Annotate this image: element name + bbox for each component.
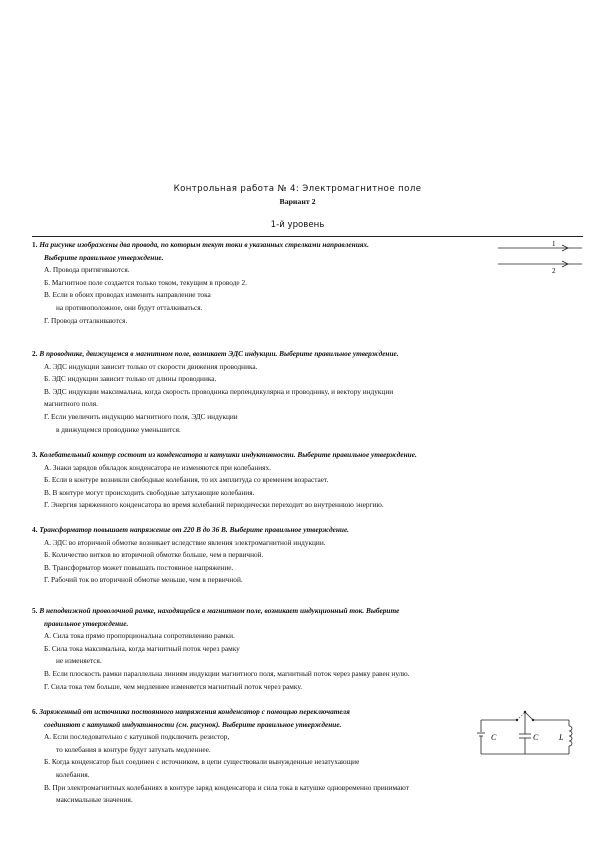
level-heading: 1-й уровень: [270, 220, 325, 230]
question-stem: В неподвижной проволочной рамке, находящейся в магнитном поле, возникает индукционный ток. Выберите: [39, 606, 400, 615]
variant-label: Вариант 2: [279, 197, 316, 206]
question-number: 3.: [32, 450, 38, 459]
question-number: 5.: [32, 606, 38, 615]
capacitor-label: C: [533, 733, 539, 742]
option-b-cont: не изменяется.: [56, 656, 102, 666]
question-stem-cont: правильное утверждение.: [44, 618, 129, 628]
question-stem: В проводнике, движущемся в магнитном поле, возникает ЭДС индукции. Выберите правильное утверждение.: [39, 349, 399, 358]
option-c: В. Если плоскость рамки параллельна линиям индукции магнитного поля, магнитный поток через рамку равен нулю.: [44, 668, 410, 678]
option-a: А. ЭДС индукции зависит только от скорости движения проводника.: [44, 361, 258, 371]
option-c: В. При электромагнитных колебаниях в контуре заряд конденсатора и сила тока в катушке одновременно принимают: [44, 782, 409, 792]
inductor-label: L: [559, 733, 564, 742]
question-3: [32, 449, 552, 512]
question-5: [32, 605, 562, 693]
question-number: 6.: [32, 707, 38, 716]
option-a: А. Сила тока прямо пропорциональна сопротивлению рамки.: [44, 631, 235, 641]
question-stem-cont: Выберите правильное утверждение.: [44, 252, 164, 262]
question-stem: Трансформатор повышает напряжение от 220 В до 36 В. Выберите правильное утверждение.: [39, 525, 350, 534]
option-a: А. ЭДС во вторичной обмотке возникает вследствие явления электромагнитной индукции.: [44, 537, 326, 547]
question-number: 1.: [32, 240, 38, 249]
question-stem-cont: соединяют с катушкой индуктивности (см. рисунок). Выберите правильное утверждение.: [44, 719, 342, 729]
option-d: Г. Провода отталкиваются.: [44, 315, 128, 325]
option-c-cont: магнитного поля.: [44, 399, 98, 409]
option-d: Г. Если увеличить индукцию магнитного поля, ЭДС индукции: [44, 411, 238, 421]
option-d-cont: в движущемся проводнике уменьшится.: [56, 424, 181, 434]
option-c: В. Если в обоих проводах изменить направление тока: [44, 290, 211, 300]
question-1: [32, 239, 502, 327]
question-2: [32, 348, 552, 436]
switch-lever: [525, 712, 533, 720]
question-number: 2.: [32, 349, 38, 358]
question-stem: На рисунке изображены два провода, по которым текут токи в указанных стрелками направлениях.: [39, 240, 370, 249]
question-stem: Заряженный от источника постоянного напряжения конденсатор с помощью переключателя: [39, 707, 350, 716]
option-c: В. Трансформатор может повышать постоянное напряжение.: [44, 562, 234, 572]
option-b: Б. Сила тока максимальна, когда магнитный поток через рамку: [44, 643, 240, 653]
option-b: Б. Магнитное поле создается только током, текущим в проводе 2.: [44, 277, 247, 287]
inductor-coil: [569, 726, 572, 746]
question-number: 4.: [32, 525, 38, 534]
option-d: Г. Сила тока тем больше, чем медленнее изменяется магнитный поток через рамку.: [44, 681, 303, 691]
option-c: В. ЭДС индукции максимальна, когда скорость проводника перпендикулярна и проводнику, и вектору индукции: [44, 386, 394, 396]
option-a-cont: то колебания в контуре будут затухать медленнее.: [56, 744, 211, 754]
question-stem: Колебательный контур состоит из конденсатора и катушки индуктивности. Выберите правильное утверждение.: [39, 450, 417, 459]
option-b: Б. Когда конденсатор был соединен с источником, в цепи существовали вынужденные незатухающие: [44, 757, 360, 767]
question-4: [32, 524, 552, 587]
wire-label-2: 2: [552, 267, 556, 275]
option-a: А. Если последовательно с катушкой подключить резистор,: [44, 732, 230, 742]
question-6: [32, 706, 472, 807]
option-d: Г. Рабочий ток во вторичной обмотке меньше, чем в первичной.: [44, 575, 243, 585]
wire-label-1: 1: [552, 240, 556, 248]
option-c-cont: максимальные значения.: [56, 795, 133, 805]
option-b: Б. ЭДС индукции зависит только от длины проводника.: [44, 374, 217, 384]
option-c: В. В контуре могут происходить свободные затухающие колебания.: [44, 487, 255, 497]
option-a: А. Знаки зарядов обкладок конденсатора не изменяются при колебаниях.: [44, 462, 271, 472]
option-b: Б. Количество витков во вторичной обмотке больше, чем в первичной.: [44, 550, 264, 560]
option-a: А. Провода притягиваются.: [44, 265, 130, 275]
switch-arc: [517, 712, 525, 720]
capacitor-label: C: [491, 733, 497, 742]
option-b-cont: колебания.: [56, 769, 90, 779]
page-title: Контрольная работа № 4: Электромагнитное поле: [173, 184, 422, 194]
divider: [32, 236, 583, 237]
wires-figure: [470, 238, 590, 278]
option-d: Г. Энергия заряженного конденсатора во время колебаний периодически переходит во внутреннюю энергию.: [44, 500, 384, 510]
lc-circuit-figure: [477, 708, 577, 764]
option-b: Б. Если в контуре возникли свободные колебания, то их амплитуда со временем возрастает.: [44, 475, 329, 485]
option-c-cont: на противоположное, они будут отталкиваться.: [56, 302, 203, 312]
